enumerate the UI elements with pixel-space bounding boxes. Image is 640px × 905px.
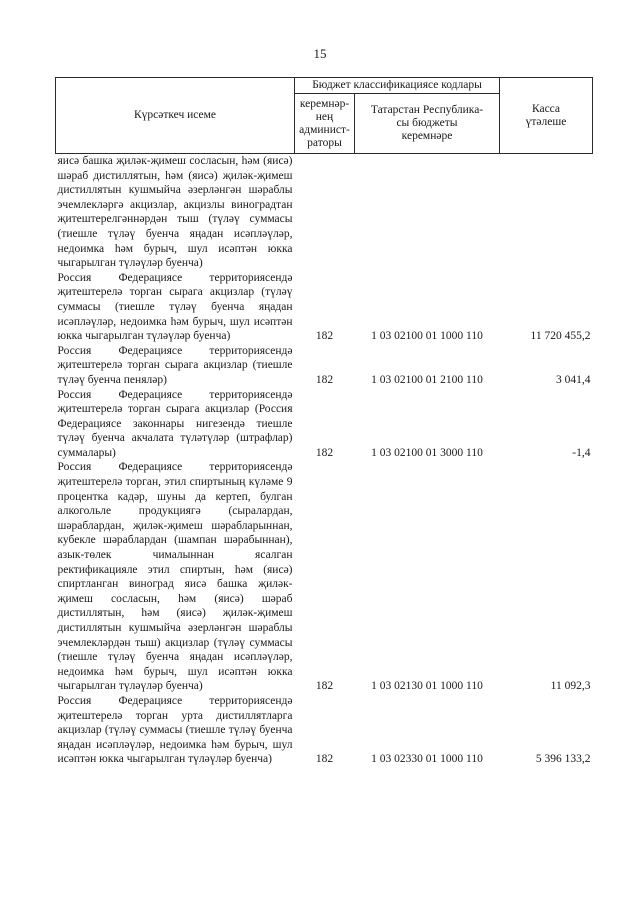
table-row <box>56 344 593 388</box>
table-row <box>56 154 593 271</box>
row-name: Россия Федерациясе территориясендә җитештерелә торган, этил спиртының күләме 9 процентка кадәр, шуны да кертеп, булган алкогольле продукциягә (сыралардан, шәраблардан, җиләк-җимеш шәрабларыннан, кубекле шәраблардан (шампан шәрабыннан), азык-төлек чималыннан ясалган ректификацияле этил спиртын, һәм (яисә) спиртланган виноград яисә башка җиләк-җимеш сосласын, һәм (яисә) шәраб дистиллятын, һәм (яисә) җиләк-җимеш дистиллятын кушмыйча әзерләнгән шәраблы эчемлекләрдән тыш) акцизлар (түләү суммасы (тиешле түләү буенча яңадан исәпләүләр, недоимка һәм бурыч, шул исәптән юкка чыгарылган түләүләр буенча) <box>57 461 293 693</box>
row-admin-code <box>295 154 355 271</box>
row-admin-code: 182 <box>315 373 334 386</box>
row-name: Россия Федерациясе территориясендә җитештерелә торган сырага акцизлар (Россия Федерациясе законнары нигезендә тиешле түләү буенча акчалата түләтүләр (штрафлар) суммалары) <box>57 388 293 459</box>
header-indicator-name: Күрсәткеч исеме <box>56 78 295 154</box>
row-income-code <box>355 154 500 271</box>
row-cash-amount: 11 092,3 <box>550 680 591 693</box>
row-cash-amount: 3 041,4 <box>556 373 591 386</box>
row-cash-amount: 11 720 455,2 <box>530 330 591 343</box>
row-name: Россия Федерациясе территориясендә җитештерелә торган урта дистиллятларга акцизлар (түләү суммасы (тиешле түләү буенча яңадан исәпләүләр, недоимка һәм бурыч, шул исәптән юкка чыгарылган түләүләр буенча) <box>57 694 293 766</box>
budget-table <box>55 77 593 767</box>
row-cash-amount <box>500 154 593 271</box>
table-row <box>56 388 593 461</box>
row-name: Россия Федерациясе территориясендә җитештерелә торган сырага акцизлар (тиешле түләү буенча пеняләр) <box>57 344 293 386</box>
table-row <box>56 460 593 694</box>
header-cash-execution: Касса үтәлеше <box>500 78 593 154</box>
row-admin-code: 182 <box>315 680 334 693</box>
row-income-code: 1 03 02100 01 2100 110 <box>371 373 483 386</box>
row-admin-code: 182 <box>315 753 334 766</box>
header-budget-codes: Бюджет классификациясе кодлары <box>295 78 500 94</box>
row-income-code: 1 03 02100 01 1000 110 <box>371 330 483 343</box>
table-row <box>56 694 593 767</box>
row-admin-code: 182 <box>315 446 334 459</box>
table-row <box>56 271 593 344</box>
row-cash-amount: -1,4 <box>572 446 591 459</box>
header-income: Татарстан Республика- сы бюджеты керемнәре <box>355 94 500 154</box>
row-income-code: 1 03 02100 01 3000 110 <box>371 446 483 459</box>
header-admin: керемнәр- нең админист- раторы <box>295 94 355 154</box>
row-name: яисә башка җиләк-җимеш сосласын, һәм (яисә) шәраб дистиллятын, һәм (яисә) җиләк-җимеш дистиллятын кушмыйча әзерләнгән шәраблы эчемлекләргә акцизлар, акцизлы виноградтан җитештерелгәннәрдән тыш (түләү суммасы (тиешле түләү буенча яңадан исәпләүләр, недоимка һәм бурыч, шул исәптән юкка чыгарылган түләүләр буенча) <box>57 155 293 270</box>
row-income-code: 1 03 02130 01 1000 110 <box>371 680 483 693</box>
row-name: Россия Федерациясе территориясендә җитештерелә торган сырага акцизлар (түләү суммасы (тиешле түләү буенча яңадан исәпләүләр, недоимка һәм бурыч, шул исәптән юкка чыгарылган түләүләр буенча) <box>57 271 293 343</box>
row-cash-amount: 5 396 133,2 <box>535 753 591 766</box>
page-number: 15 <box>313 46 327 61</box>
row-admin-code: 182 <box>315 330 334 343</box>
row-income-code: 1 03 02330 01 1000 110 <box>371 753 483 766</box>
